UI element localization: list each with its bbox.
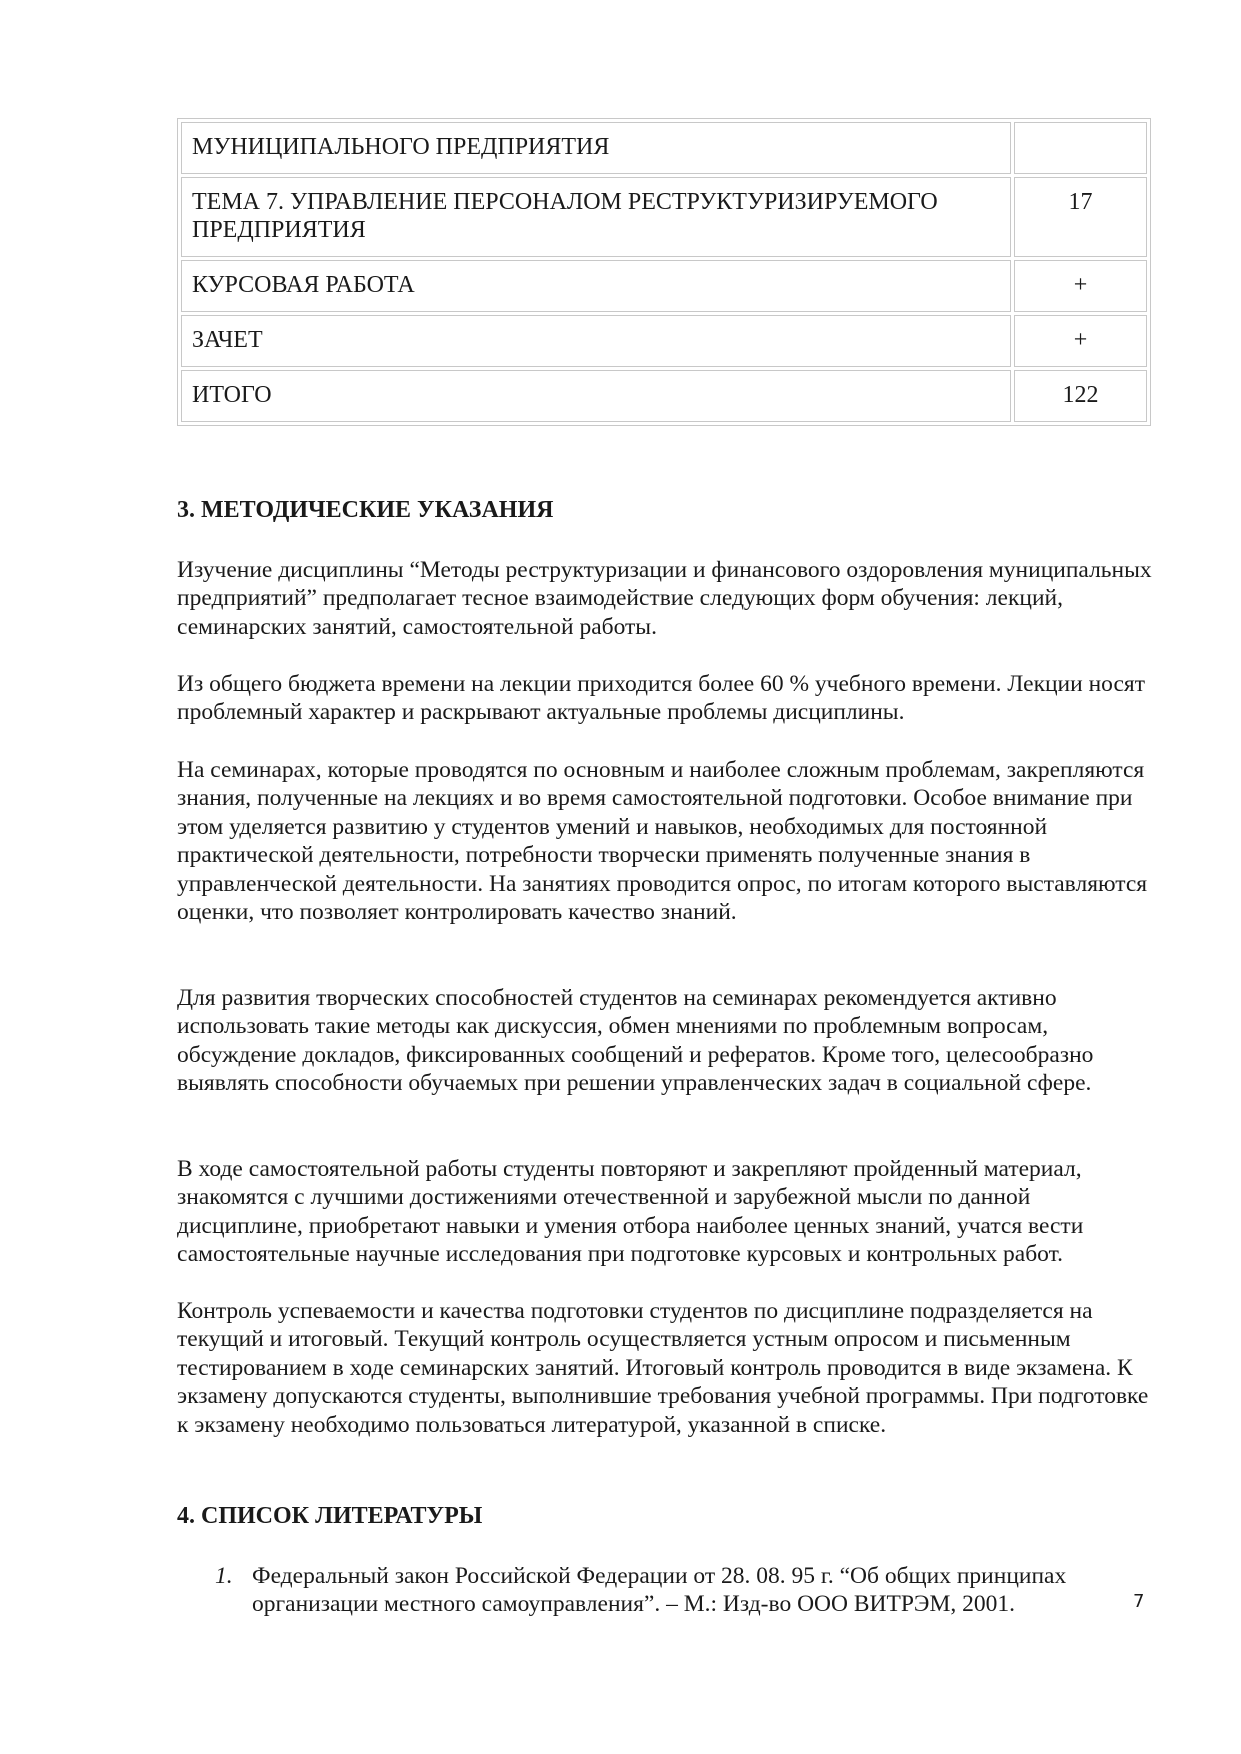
paragraph-self-study: В ходе самостоятельной работы студенты повторяют и закрепляют пройденный материал, знакомятся с лучшими достижениями отечественной и зарубежной мысли по данной дисциплине, приобретают навыки и умения отбора наиболее ценных знаний, учатся вести самостоятельные научные исследования при подготовке курсовых и контрольных работ.	[177, 1156, 1084, 1268]
page-number: 7	[1133, 1591, 1145, 1612]
topics-hours-table	[177, 118, 1151, 426]
paragraph-creative-methods: Для развития творческих способностей студентов на семинарах рекомендуется активно использовать такие методы как дискуссия, обмен мнениями по проблемным вопросам, обсуждение докладов, фиксированных сообщений и рефератов. Кроме того, целесообразно выявлять способности обучаемых при решении управленческих задач в социальной сфере.	[177, 985, 1094, 1097]
paragraph-seminars: На семинарах, которые проводятся по основным и наиболее сложным проблемам, закрепляются знания, полученные на лекциях и во время самостоятельной подготовки. Особое внимание при этом уделяется развитию у студентов умений и навыков, необходимых для постоянной практической деятельности, потребности творчески применять полученные знания в управленческой деятельности. На занятиях проводится опрос, по итогам которого выставляются оценки, что позволяет контролировать качество знаний.	[177, 757, 1148, 926]
paragraph-intro: Изучение дисциплины “Методы реструктуризации и финансового оздоровления муниципальных предприятий” предполагает тесное взаимодействие следующих форм обучения: лекций, семинарских занятий, самостоятельной работы.	[177, 557, 1152, 640]
topic-hours-cell: +	[1014, 260, 1147, 312]
list-item-number: 1.	[215, 1563, 233, 1589]
paragraph-lectures: Из общего бюджета времени на лекции приходится более 60 % учебного времени. Лекции носят проблемный характер и раскрывают актуальные проблемы дисциплины.	[177, 671, 1146, 726]
table-row	[181, 370, 1147, 422]
table-row	[181, 260, 1147, 312]
list-item-text: Федеральный закон Российской Федерации от 28. 08. 95 г. “Об общих принципах организации местного самоуправления”. – М.: Изд-во ООО ВИТРЭМ, 2001.	[252, 1563, 1067, 1618]
list-item	[177, 1562, 1157, 1619]
references-list	[177, 1562, 1157, 1619]
topic-name-cell: ЗАЧЕТ	[181, 315, 1011, 367]
table-row	[181, 122, 1147, 174]
topic-hours-cell: 122	[1014, 370, 1147, 422]
section-3-heading: 3. МЕТОДИЧЕСКИЕ УКАЗАНИЯ	[177, 497, 554, 523]
topic-hours-cell: 17	[1014, 177, 1147, 257]
topic-name-cell: ИТОГО	[181, 370, 1011, 422]
section-4-heading: 4. СПИСОК ЛИТЕРАТУРЫ	[177, 1503, 483, 1529]
topic-hours-cell	[1014, 122, 1147, 174]
topic-name-cell: ТЕМА 7. УПРАВЛЕНИЕ ПЕРСОНАЛОМ РЕСТРУКТУРИЗИРУЕМОГО ПРЕДПРИЯТИЯ	[181, 177, 1011, 257]
paragraph-assessment: Контроль успеваемости и качества подготовки студентов по дисциплине подразделяется на текущий и итоговый. Текущий контроль осуществляется устным опросом и письменным тестированием в ходе семинарских занятий. Итоговый контроль проводится в виде экзамена. К экзамену допускаются студенты, выполнившие требования учебной программы. При подготовке к экзамену необходимо пользоваться литературой, указанной в списке.	[177, 1298, 1149, 1438]
table-row	[181, 177, 1147, 257]
topic-name-cell: КУРСОВАЯ РАБОТА	[181, 260, 1011, 312]
topic-name-cell: МУНИЦИПАЛЬНОГО ПРЕДПРИЯТИЯ	[181, 122, 1011, 174]
table-row	[181, 315, 1147, 367]
topic-hours-cell: +	[1014, 315, 1147, 367]
